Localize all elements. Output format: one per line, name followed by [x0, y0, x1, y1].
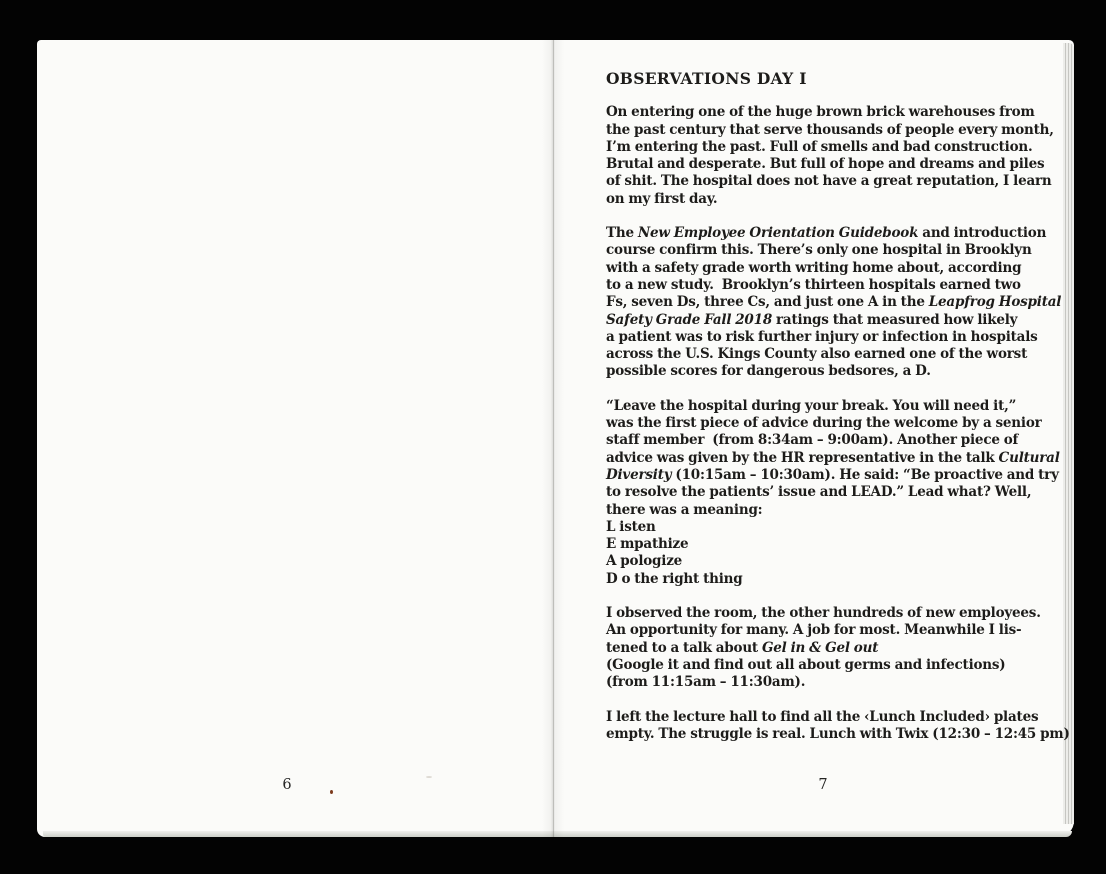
paragraph	[606, 398, 1058, 588]
text-line: on my first day.	[606, 190, 718, 207]
text-line: “Leave the hospital during your break. You will need it,”	[606, 397, 1017, 414]
text-line: The New Employee Orientation Guidebook and introduction	[606, 225, 1047, 242]
text-line: a patient was to risk further injury or infection in hospitals	[606, 328, 1038, 345]
text-line: the past century that serve thousands of people every month,	[606, 121, 1054, 138]
page-title: OBSERVATIONS DAY I	[606, 69, 807, 88]
text-line: empty. The struggle is real. Lunch with Twix (12:30 – 12:45 pm)	[606, 725, 1070, 742]
text-line: I’m entering the past. Full of smells and bad construction.	[606, 138, 1033, 155]
text-line: of shit. The hospital does not have a great reputation, I learn	[606, 173, 1052, 190]
text-line: possible scores for dangerous bedsores, a D.	[606, 363, 931, 380]
text-line: (Google it and find out all about germs and infections)	[606, 656, 1006, 673]
text-line: A pologize	[606, 553, 683, 570]
text-line: to a new study. Brooklyn’s thirteen hospitals earned two	[606, 276, 1021, 293]
text-line: with a safety grade worth writing home about, according	[606, 259, 1022, 276]
text-line: L isten	[606, 518, 656, 535]
dust-speck	[426, 776, 432, 778]
text-line: D o the right thing	[606, 570, 743, 587]
text-line: advice was given by the HR representative in the talk Cultural	[606, 449, 1060, 466]
text-line: was the first piece of advice during the welcome by a senior	[606, 415, 1042, 432]
dust-speck	[330, 790, 333, 794]
text-line: An opportunity for many. A job for most. Meanwhile I lis-	[606, 622, 1022, 639]
text-line: to resolve the patients’ issue and LEAD.” Lead what? Well,	[606, 484, 1032, 501]
page-number-right: 7	[818, 777, 828, 793]
text-line: I left the lecture hall to find all the ‹Lunch Included› plates	[606, 708, 1039, 725]
text-line: course confirm this. There’s only one hospital in Brooklyn	[606, 242, 1032, 259]
body-paragraphs	[606, 104, 1070, 743]
text-column	[606, 69, 1070, 760]
text-line: staff member (from 8:34am – 9:00am). Another piece of	[606, 432, 1019, 449]
text-line: On entering one of the huge brown brick warehouses from	[606, 104, 1035, 121]
text-line: Fs, seven Ds, three Cs, and just one A in the Leapfrog Hospital	[606, 294, 1062, 311]
text-line: (from 11:15am – 11:30am).	[606, 674, 806, 691]
paragraph	[606, 708, 1070, 744]
paragraph	[606, 225, 1062, 381]
text-line: I observed the room, the other hundreds of new employees.	[606, 605, 1041, 622]
page-gutter	[542, 40, 564, 837]
text-line: Safety Grade Fall 2018 ratings that measured how likely	[606, 311, 1018, 328]
paragraph	[606, 605, 1058, 691]
page-number-left: 6	[282, 777, 292, 793]
text-line: Diversity (10:15am – 10:30am). He said: “Be proactive and try	[606, 466, 1059, 483]
text-line: there was a meaning:	[606, 501, 763, 518]
page-stack-edge-right	[1063, 43, 1074, 824]
text-line: tened to a talk about Gel in & Gel out	[606, 639, 879, 656]
paragraph	[606, 104, 1058, 208]
book-spread	[37, 40, 1074, 837]
text-line: E mpathize	[606, 536, 689, 553]
text-line: across the U.S. Kings County also earned one of the worst	[606, 346, 1028, 363]
text-line: Brutal and desperate. But full of hope and dreams and piles	[606, 156, 1045, 173]
